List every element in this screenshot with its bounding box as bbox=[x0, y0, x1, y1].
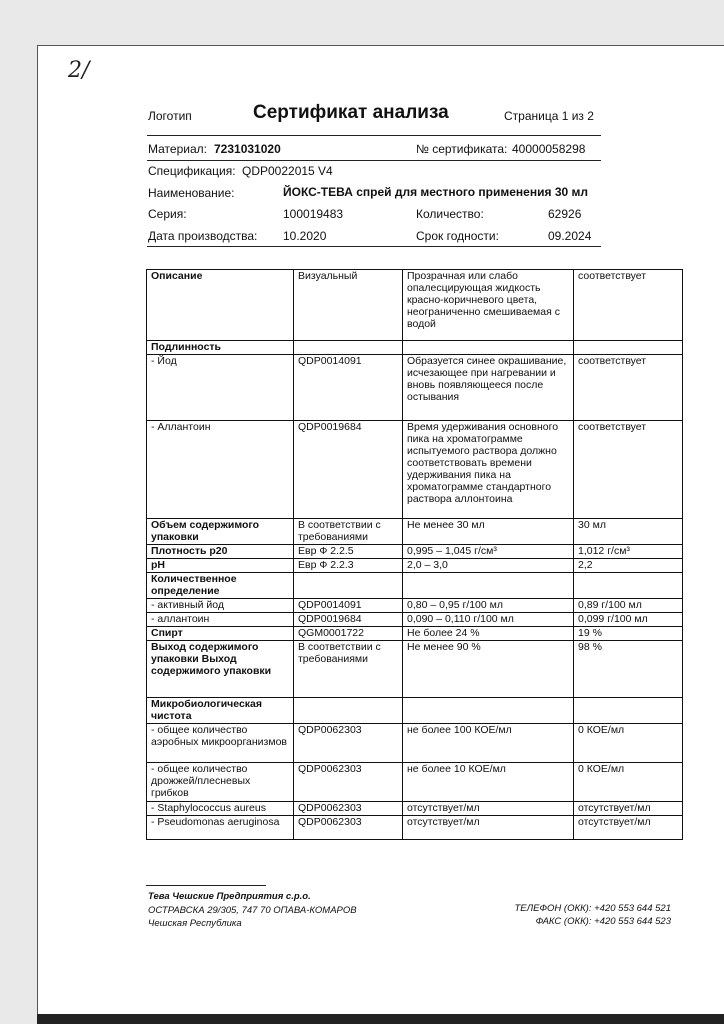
result-cell: 0 КОЕ/мл bbox=[574, 724, 683, 763]
result-cell: 19 % bbox=[574, 627, 683, 641]
method-cell bbox=[294, 341, 403, 355]
test-name-cell: Объем содержимого упаковки bbox=[147, 519, 294, 545]
requirement-cell: не более 10 КОЕ/мл bbox=[403, 763, 574, 802]
cert-label: № сертификата: bbox=[416, 142, 508, 156]
table-row bbox=[147, 270, 683, 341]
test-name-cell: - Йод bbox=[147, 355, 294, 421]
result-cell: 1,012 г/см³ bbox=[574, 545, 683, 559]
requirement-cell: Прозрачная или слабо опалесцирующая жидкость красно-коричневого цвета, неограниченно смешиваемая с водой bbox=[403, 270, 574, 341]
qty-label: Количество: bbox=[416, 207, 484, 221]
result-cell: 98 % bbox=[574, 641, 683, 698]
method-cell: QDP0062303 bbox=[294, 802, 403, 816]
test-name-cell: Плотность р20 bbox=[147, 545, 294, 559]
test-name-cell: Спирт bbox=[147, 627, 294, 641]
spec-label: Спецификация: bbox=[148, 164, 236, 178]
table-row bbox=[147, 627, 683, 641]
method-cell bbox=[294, 573, 403, 599]
table-row bbox=[147, 724, 683, 763]
table-row bbox=[147, 802, 683, 816]
method-cell: QDP0062303 bbox=[294, 763, 403, 802]
table-row bbox=[147, 559, 683, 573]
result-cell: отсутствует/мл bbox=[574, 802, 683, 816]
footer-country: Чешская Республика bbox=[148, 918, 242, 929]
exp-date-value: 09.2024 bbox=[548, 229, 592, 243]
table-row bbox=[147, 763, 683, 802]
result-cell: соответствует bbox=[574, 355, 683, 421]
page-number: Страница 1 из 2 bbox=[504, 109, 594, 123]
requirement-cell: Время удерживания основного пика на хроматограмме испытуемого раствора должно соответствовать времени удерживания пика на хроматограмме стандартного раствора аллонтоина bbox=[403, 421, 574, 519]
result-cell: 0 КОЕ/мл bbox=[574, 763, 683, 802]
test-name-cell: - общее количество дрожжей/плесневых грибков bbox=[147, 763, 294, 802]
spec-value: QDP0022015 V4 bbox=[242, 164, 333, 178]
requirement-cell: Не менее 90 % bbox=[403, 641, 574, 698]
method-cell: QDP0062303 bbox=[294, 724, 403, 763]
table-row bbox=[147, 816, 683, 840]
table-row bbox=[147, 698, 683, 724]
prod-date-label: Дата производства: bbox=[148, 229, 258, 243]
test-name-cell: - Аллантоин bbox=[147, 421, 294, 519]
test-name-cell: pH bbox=[147, 559, 294, 573]
result-cell: 0,099 г/100 мл bbox=[574, 613, 683, 627]
prod-date-value: 10.2020 bbox=[283, 229, 327, 243]
footer-fax: ФАКС (ОКК): +420 553 644 523 bbox=[535, 916, 671, 927]
test-name-cell: - активный йод bbox=[147, 599, 294, 613]
method-cell bbox=[294, 698, 403, 724]
method-cell: Евр Ф 2.2.3 bbox=[294, 559, 403, 573]
footer-address: ОСТРАВСКА 29/305, 747 70 ОПАВА-КОМАРОВ bbox=[148, 905, 357, 916]
table-row bbox=[147, 355, 683, 421]
test-name-cell: Выход содержимого упаковки Выход содержимого упаковки bbox=[147, 641, 294, 698]
test-name-cell: Количественное определение bbox=[147, 573, 294, 599]
requirement-cell: Не более 24 % bbox=[403, 627, 574, 641]
test-name-cell: - Staphylococcus aureus bbox=[147, 802, 294, 816]
material-label: Материал: bbox=[148, 142, 207, 156]
result-cell bbox=[574, 341, 683, 355]
result-cell: 2,2 bbox=[574, 559, 683, 573]
table-row bbox=[147, 519, 683, 545]
cert-value: 40000058298 bbox=[512, 142, 586, 156]
footer-divider bbox=[146, 885, 266, 886]
page-title: Сертификат анализа bbox=[253, 102, 449, 123]
table-row bbox=[147, 545, 683, 559]
requirement-cell bbox=[403, 698, 574, 724]
result-cell: 0,89 г/100 мл bbox=[574, 599, 683, 613]
material-value: 7231031020 bbox=[214, 142, 281, 156]
requirement-cell: отсутствует/мл bbox=[403, 802, 574, 816]
handwritten-mark: 2/ bbox=[68, 58, 90, 83]
method-cell: Визуальный bbox=[294, 270, 403, 341]
footer-company: Тева Чешские Предприятия с.р.о. bbox=[148, 891, 311, 902]
method-cell: QDP0014091 bbox=[294, 355, 403, 421]
requirement-cell bbox=[403, 573, 574, 599]
divider bbox=[147, 246, 601, 247]
method-cell: QDP0019684 bbox=[294, 613, 403, 627]
requirement-cell: не более 100 КОЕ/мл bbox=[403, 724, 574, 763]
method-cell: В соответствии с требованиями bbox=[294, 519, 403, 545]
method-cell: QGM0001722 bbox=[294, 627, 403, 641]
result-cell: соответствует bbox=[574, 270, 683, 341]
specification-table bbox=[146, 269, 683, 840]
divider bbox=[147, 135, 601, 136]
divider bbox=[147, 160, 601, 161]
result-cell bbox=[574, 573, 683, 599]
test-name-cell: - аллантоин bbox=[147, 613, 294, 627]
series-label: Серия: bbox=[148, 207, 187, 221]
qty-value: 62926 bbox=[548, 207, 582, 221]
test-name-cell: Описание bbox=[147, 270, 294, 341]
result-cell: соответствует bbox=[574, 421, 683, 519]
table-row bbox=[147, 613, 683, 627]
method-cell: В соответствии с требованиями bbox=[294, 641, 403, 698]
requirement-cell: 2,0 – 3,0 bbox=[403, 559, 574, 573]
name-value: ЙОКС-ТЕВА спрей для местного применения 30 мл bbox=[283, 185, 588, 199]
table-row bbox=[147, 421, 683, 519]
test-name-cell: - общее количество аэробных микроорганизмов bbox=[147, 724, 294, 763]
name-label: Наименование: bbox=[148, 186, 235, 200]
method-cell: QDP0014091 bbox=[294, 599, 403, 613]
requirement-cell: Не менее 30 мл bbox=[403, 519, 574, 545]
method-cell: QDP0062303 bbox=[294, 816, 403, 840]
result-cell: отсутствует/мл bbox=[574, 816, 683, 840]
table-row bbox=[147, 341, 683, 355]
test-name-cell: Микробиологическая чистота bbox=[147, 698, 294, 724]
result-cell bbox=[574, 698, 683, 724]
footer-phone: ТЕЛЕФОН (ОКК): +420 553 644 521 bbox=[514, 903, 671, 914]
scan-edge bbox=[37, 1014, 724, 1024]
requirement-cell: 0,995 – 1,045 г/см³ bbox=[403, 545, 574, 559]
requirement-cell: отсутствует/мл bbox=[403, 816, 574, 840]
requirement-cell: Образуется синее окрашивание, исчезающее при нагревании и вновь появляющееся после остывания bbox=[403, 355, 574, 421]
test-name-cell: - Pseudomonas aeruginosa bbox=[147, 816, 294, 840]
test-name-cell: Подлинность bbox=[147, 341, 294, 355]
method-cell: Евр Ф 2.2.5 bbox=[294, 545, 403, 559]
result-cell: 30 мл bbox=[574, 519, 683, 545]
exp-date-label: Срок годности: bbox=[416, 229, 499, 243]
logo-placeholder: Логотип bbox=[148, 109, 192, 123]
table-row bbox=[147, 599, 683, 613]
requirement-cell bbox=[403, 341, 574, 355]
requirement-cell: 0,80 – 0,95 г/100 мл bbox=[403, 599, 574, 613]
table-row bbox=[147, 573, 683, 599]
series-value: 100019483 bbox=[283, 207, 344, 221]
requirement-cell: 0,090 – 0,110 г/100 мл bbox=[403, 613, 574, 627]
table-row bbox=[147, 641, 683, 698]
method-cell: QDP0019684 bbox=[294, 421, 403, 519]
